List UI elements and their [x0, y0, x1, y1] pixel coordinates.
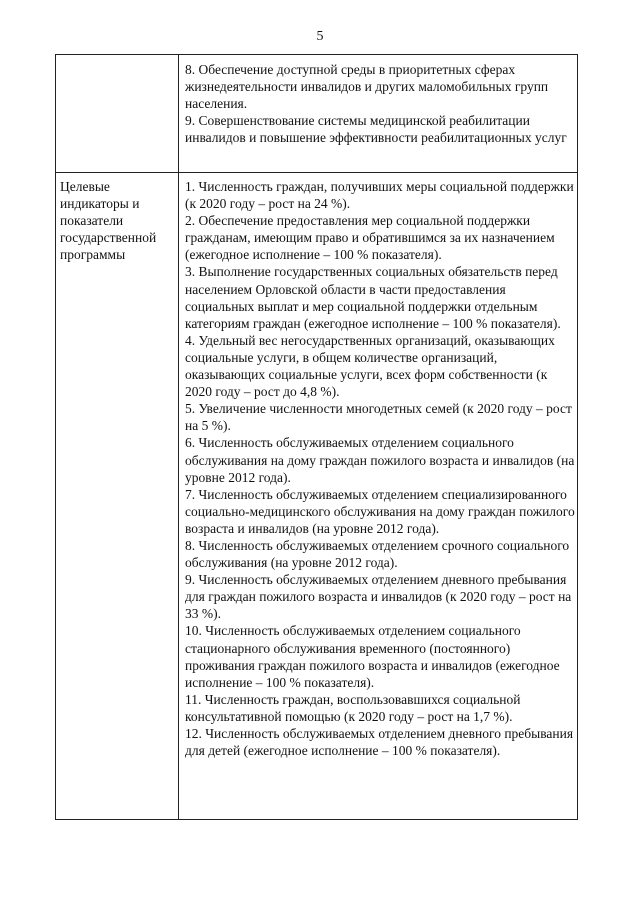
indicator-item: 3. Выполнение государственных социальных обязательств перед населением Орловской области в части предоставления социальных выплат и мер социальной поддержки отдельным категориям граждан (ежегодное исполнение – 100 % показателя). [185, 264, 561, 331]
program-table [55, 54, 578, 820]
indicator-item: 10. Численность обслуживаемых отделением социального стационарного обслуживания временного (постоянного) проживания граждан пожилого возраста и инвалидов (ежегодное исполнение – 100 % показателя). [185, 623, 560, 690]
indicators-list [185, 178, 575, 759]
indicator-item: 1. Численность граждан, получивших меры социальной поддержки (к 2020 году – рост на 24 %). [185, 179, 574, 212]
indicator-item: 4. Удельный вес негосударственных организаций, оказывающих социальные услуги, в общем количестве организаций, оказывающих социальные услуги, всех форм собственности (к 2020 году – рост до 4,8 %). [185, 332, 555, 400]
indicator-item: 8. Численность обслуживаемых отделением срочного социального обслуживания (на уровне 2012 года). [185, 537, 570, 571]
indicators-label: Целевые индикаторы и показатели государственной программы [60, 179, 157, 263]
indicator-item: 2. Обеспечение предоставления мер социальной поддержки гражданам, имеющим право и обратившимся за их назначением (ежегодное исполнение – 100 % показателя). [185, 213, 555, 263]
indicator-item: 7. Численность обслуживаемых отделением специализированного социально-медицинского обслуживания на дому граждан пожилого возраста и инвалидов (на уровне 2012 года). [185, 486, 575, 536]
indicator-item: 6. Численность обслуживаемых отделением социального обслуживания на дому граждан пожилого возраста и инвалидов (на уровне 2012 года). [185, 435, 575, 485]
column-divider [178, 55, 179, 819]
indicator-item: 5. Увеличение численности многодетных семей (к 2020 году – рост на 5 %). [185, 401, 572, 434]
indicator-item: 9. Численность обслуживаемых отделением дневного пребывания для граждан пожилого возраста и инвалидов (к 2020 году – рост на 33 %). [185, 572, 572, 622]
page-number: 5 [316, 29, 324, 44]
row1-content-cell [185, 61, 575, 146]
row-divider [56, 172, 577, 173]
row1-item-8: 8. Обеспечение доступной среды в приоритетных сферах жизнедеятельности инвалидов и других маломобильных групп населения. [185, 62, 549, 112]
indicator-item: 11. Численность граждан, воспользовавшихся социальной консультативной помощью (к 2020 году – рост на 1,7 %). [185, 691, 521, 724]
row1-item-9: 9. Совершенствование системы медицинской реабилитации инвалидов и повышение эффективности реабилитационных услуг [185, 113, 567, 146]
indicator-item: 12. Численность обслуживаемых отделением дневного пребывания для детей (ежегодное исполнение – 100 % показателя). [185, 726, 574, 759]
